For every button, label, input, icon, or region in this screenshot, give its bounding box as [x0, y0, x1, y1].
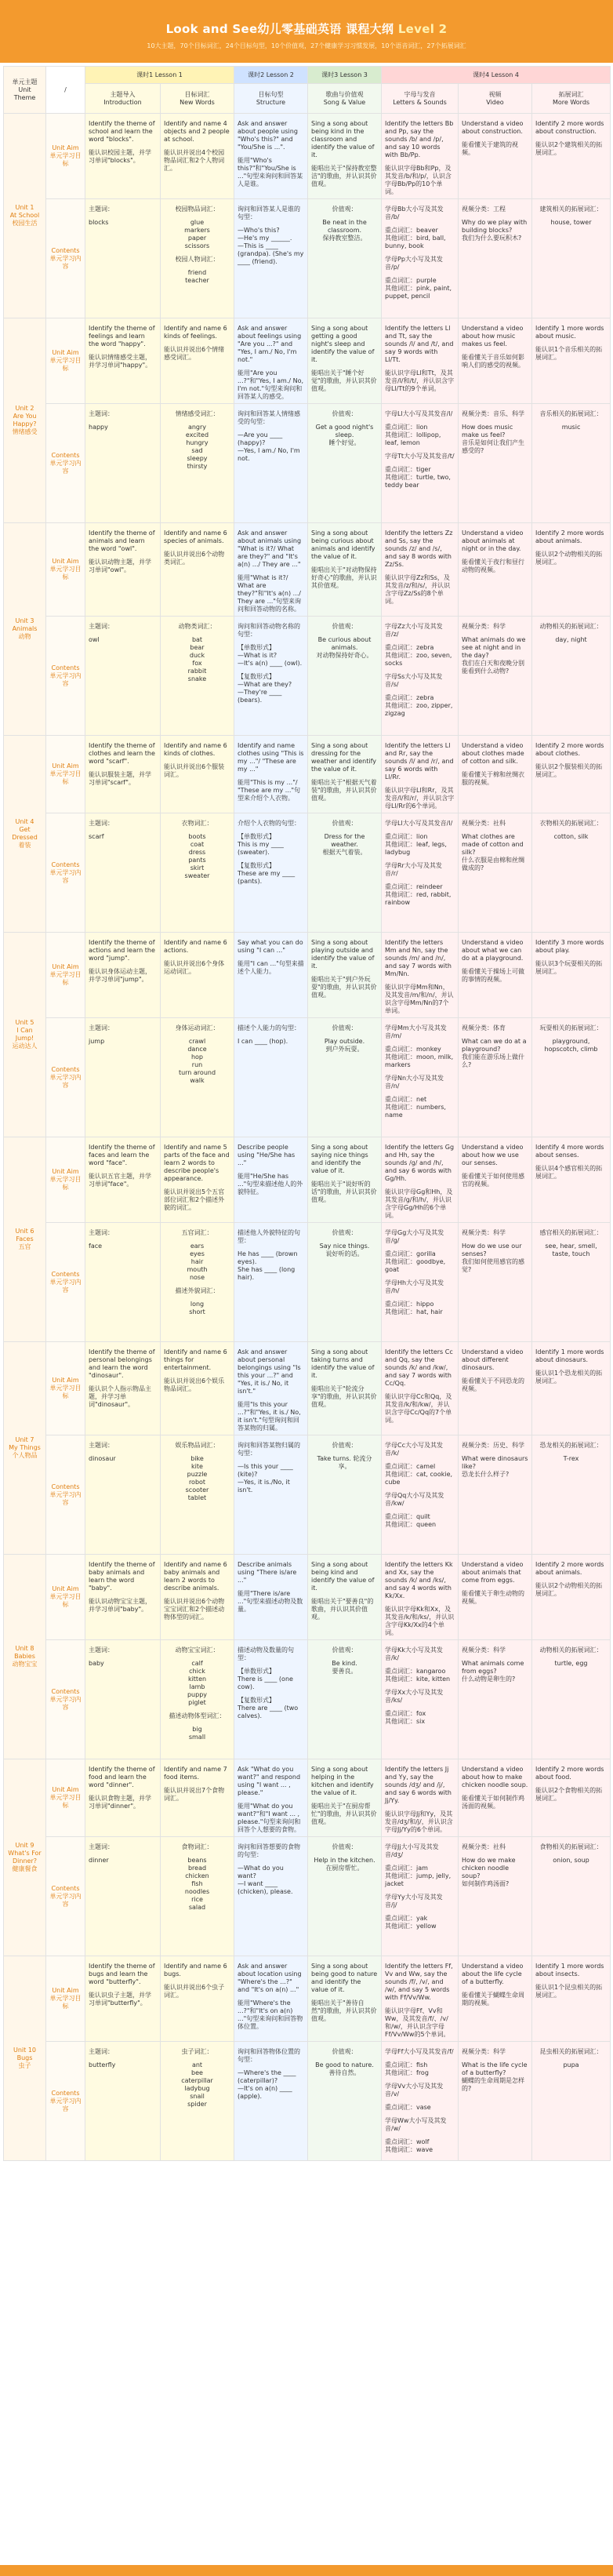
col-letters-sounds: 字母与发音 Letters & Sounds	[382, 84, 459, 114]
unit-contents-label: Contents 单元学习内容	[46, 1223, 85, 1342]
cell-new-words: Identify and name 6 kinds of feelings. 能认识并说出6个情绪感受词汇。	[161, 318, 234, 404]
cell-new-words: Identify and name 6 kinds of clothes. 能认识并说出6个服装词汇。	[161, 736, 234, 813]
cell-letters-sounds: 学母Cc大小写及其发音/k/ 重点词汇：camel 其他词汇：cat, cookie, cube 学母Qq大小写及其发音/kw/ 重点词汇：quilt 其他词汇：queen	[382, 1435, 459, 1555]
unit-6-label: Unit 6 Faces 五官	[4, 1137, 46, 1342]
cell-letters-sounds: 学母Bb大小写及其发音/b/ 重点词汇：beaver 其他词汇：bird, ball, bunny, book 学母Pp大小写及其发音/p/ 重点词汇：purple 其他词汇：pink, paint, puppet, pencil	[382, 199, 459, 318]
unit-2-contents-row	[4, 404, 611, 523]
cell-more-words: 动物相关的拓展词汇： day, night	[532, 617, 611, 736]
column-header-row	[4, 84, 611, 114]
cell-more-words: Identify 2 more words about animals. 能认识2个动物相关的拓展词汇。	[532, 523, 611, 617]
units-body	[4, 114, 611, 2161]
col-video: 视频 Video	[459, 84, 532, 114]
unit-6-aim-row	[4, 1137, 611, 1223]
cell-video: 视频分类：科学 How do we use our senses? 我们如何使用感官的感觉?	[459, 1223, 532, 1342]
cell-song-value: 价值观： Take turns. 轮流分享。	[308, 1435, 382, 1555]
unit-8-label: Unit 8 Babies 动物宝宝	[4, 1555, 46, 1759]
cell-letters-sounds: Identify the letters Bb and Pp, say the sounds /b/ and /p/, and say 10 words with Bb/Pp. 能认识字母Bb和Pp，及其发音/b/和/p/，认识含字母Bb/Pp的10个单词。	[382, 114, 459, 199]
cell-video: Understand a video about what we can do at a playground. 能看懂关于操场上可做的事情的视频。	[459, 933, 532, 1018]
cell-new-words: 虫子词汇： ant bee caterpillar ladybug snail spider	[161, 2042, 234, 2161]
unit-aim-label: Unit Aim 单元学习目标	[46, 1555, 85, 1640]
cell-letters-sounds: Identify the letters Ll and Tt, say the sounds /l/ and /t/, and say 9 words with Ll/Tt. 能认识字母Ll和Tt，及其发音/l/和/t/，并认识含字母Ll/Tt的9个单词。	[382, 318, 459, 404]
cell-video: Understand a video about how music makes us feel. 能看懂关于音乐如何影响人们的感受的视频。	[459, 318, 532, 404]
unit-aim-label: Unit Aim 单元学习目标	[46, 1137, 85, 1223]
cell-introduction: Identify the theme of faces and learn the word "face". 能认识五官主题，并学习单词"face"。	[85, 1137, 161, 1223]
cell-new-words: 动物宝宝词汇： calf chick kitten lamb puppy piglet 描述动物体型词汇： big small	[161, 1640, 234, 1759]
unit-1-aim-row	[4, 114, 611, 199]
unit-contents-label: Contents 单元学习内容	[46, 199, 85, 318]
unit-theme-header: 单元主题 Unit Theme	[4, 67, 46, 114]
syllabus-table	[3, 66, 611, 2161]
page-subtitle: 10大主题，70个目标词汇，24个目标句型，10个价值观，27个健康学习习惯发展，10个语音词汇，27个拓展词汇	[147, 42, 466, 49]
cell-more-words: 动物相关的拓展词汇： turtle, egg	[532, 1640, 611, 1759]
footer-bar	[0, 2565, 613, 2576]
cell-song-value: Sing a song about being good to nature and identify the value of it. 能唱出关于"善待自然"的歌曲，并认识其价值观。	[308, 1956, 382, 2042]
col-new-words: 目标词汇 New Words	[161, 84, 234, 114]
cell-more-words: Identify 3 more words about play. 能认识3个玩耍相关的拓展词汇。	[532, 933, 611, 1018]
cell-song-value: 价值观： Be neat in the classroom. 保持教室整洁。	[308, 199, 382, 318]
col-more-words: 拓展词汇 More Words	[532, 84, 611, 114]
unit-9-aim-row	[4, 1759, 611, 1837]
cell-new-words: Identify and name 6 actions. 能认识并说出6个身体运动词汇。	[161, 933, 234, 1018]
cell-song-value: Sing a song about saying nice things and identify the value of it. 能唱出关于"说好听的话"的歌曲，并认识其价值观。	[308, 1137, 382, 1223]
cell-letters-sounds: 学母Jj大小写及其发音/dʒ/ 重点词汇：jam 其他词汇：jump, jelly, jacket 学母Yy大小写及其发音/j/ 重点词汇：yak 其他词汇：yellow	[382, 1837, 459, 1956]
unit-3-label: Unit 3 Animals 动物	[4, 523, 46, 736]
unit-2-label: Unit 2 Are You Happy? 情绪感受	[4, 318, 46, 523]
cell-letters-sounds: Identify the letters Ff, Vv and Ww, say the sounds /f/, /v/, and /w/, and say 5 words with Ff/Vv/Ww. 能认识字母Ff、Vv和Ww，及其发音/f/、/v/和/w/，并认识含字母Ff/Vv/Ww的5个单词。	[382, 1956, 459, 2042]
unit-10-contents-row	[4, 2042, 611, 2161]
cell-video: Understand a video about animals at night or in the day. 能看懂关于夜行和昼行动物的视频。	[459, 523, 532, 617]
cell-structure: Describe animals using "There is/are ..." 能用"There is/are ..."句型来描述动物及数量。	[234, 1555, 308, 1640]
cell-introduction: Identify the theme of feelings and learn the word "happy". 能认识情绪感受主题，并学习单词"happy"。	[85, 318, 161, 404]
cell-more-words: 食物相关的拓展词汇： onion, soup	[532, 1837, 611, 1956]
cell-new-words: 校园物品词汇： glue markers paper scissors 校园人物词汇： friend teacher	[161, 199, 234, 318]
cell-song-value: 价值观： Get a good night's sleep. 睡个好觉。	[308, 404, 382, 523]
cell-more-words: 音乐相关的拓展词汇： music	[532, 404, 611, 523]
cell-new-words: 衣物词汇： boots coat dress pants skirt sweater	[161, 813, 234, 933]
cell-structure: Ask and answer about personal belongings using "Is this your ...?" and "Yes, it is./ No, it isn't." 能用"Is this your ...?"和"Yes, it is./ No, it isn't."句型询问和回答某物的归属。	[234, 1342, 308, 1435]
cell-song-value: 价值观： Help in the kitchen. 在厨房帮忙。	[308, 1837, 382, 1956]
cell-introduction: 主题词： dinosaur	[85, 1435, 161, 1555]
cell-structure: Ask "What do you want?" and respond using "I want ... , please." 能用"What do you want?"和"I want ... , please."句型来询问和回答个人想要的食物。	[234, 1759, 308, 1837]
unit-aim-label: Unit Aim 单元学习目标	[46, 1759, 85, 1837]
cell-song-value: Sing a song about being curious about animals and identify the value of it. 能唱出关于"对动物保持好奇心"的歌曲，并认识其价值观。	[308, 523, 382, 617]
unit-5-label: Unit 5 I Can Jump! 运动达人	[4, 933, 46, 1137]
unit-3-contents-row	[4, 617, 611, 736]
page-title	[0, 0, 613, 37]
unit-contents-label: Contents 单元学习内容	[46, 1640, 85, 1759]
cell-video: 视频分类：科学 What is the life cycle of a butterfly? 蝴蝶的生命周期是怎样的?	[459, 2042, 532, 2161]
unit-aim-label: Unit Aim 单元学习目标	[46, 736, 85, 813]
cell-introduction: Identify the theme of personal belongings and learn the word "dinosaur". 能认识个人指示物品主题，并学习单词"dinosaur"。	[85, 1342, 161, 1435]
cell-letters-sounds: Identify the letters Cc and Qq, say the sounds /k/ and /kw/, and say 7 words with Cc/Qq. 能认识字母Cc和Qq，及其发音/k/和/kw/，并认识含字母Cc/Qq的7个单词。	[382, 1342, 459, 1435]
cell-video: 视频分类：科学 What animals come from eggs? 什么动物是卵生的?	[459, 1640, 532, 1759]
unit-contents-label: Contents 单元学习内容	[46, 617, 85, 736]
cell-video: Understand a video about how we use our senses. 能看懂关于如何使用感官的视频。	[459, 1137, 532, 1223]
cell-structure: Ask and answer about people using "Who's this?" and "You/She is ...". 能用"Who's this?"和"You/She is ..."句型来询问和回答某人是谁。	[234, 114, 308, 199]
cell-structure: Ask and answer about feelings using "Are you ...?" and "Yes, I am./ No, I'm not." 能用"Are you ...?"和"Yes, I am./ No, I'm not."句型来询问和回答某人的感受。	[234, 318, 308, 404]
cell-new-words: 娱乐物品词汇： bike kite puzzle robot scooter tablet	[161, 1435, 234, 1555]
cell-more-words: Identify 2 more words about food. 能认识2个食物相关的拓展词汇。	[532, 1759, 611, 1837]
cell-video: Understand a video about clothes made of cotton and silk. 能看懂关于棉和丝绸衣服的视频。	[459, 736, 532, 813]
unit-6-contents-row	[4, 1223, 611, 1342]
cell-letters-sounds: Identify the letters Gg and Hh, say the sounds /g/ and /h/, and say 6 words with Gg/Hh. 能认识字母Gg和Hh，及其发音/g/和/h/，并认识含字母Gg/Hh的6个单词。	[382, 1137, 459, 1223]
cell-song-value: Sing a song about dressing for the weather and identify the value of it. 能唱出关于"根据天气着装"的歌曲，并认识其价值观。	[308, 736, 382, 813]
syllabus-sheet	[3, 66, 610, 2161]
cell-video: Understand a video about different dinosaurs. 能看懂关于不同恐龙的视频。	[459, 1342, 532, 1435]
unit-contents-label: Contents 单元学习内容	[46, 1018, 85, 1137]
cell-new-words: Identify and name 6 species of animals. 能认识并说出6个动物类词汇。	[161, 523, 234, 617]
unit-aim-label: Unit Aim 单元学习目标	[46, 1342, 85, 1435]
cell-new-words: Identify and name 6 bugs. 能认识并说出6个虫子词汇。	[161, 1956, 234, 2042]
unit-10-aim-row	[4, 1956, 611, 2042]
cell-song-value: Sing a song about helping in the kitchen and identify the value of it. 能唱出关于"在厨房帮忙"的歌曲，并认识其价值观。	[308, 1759, 382, 1837]
cell-structure: Ask and answer about animals using "What is it?/ What are they?" and "It's a(n) .../ They are ..." 能用"What is it?/ What are they?"和"It's a(n) .../ They are ..."句型来询问和回答动物的名称。	[234, 523, 308, 617]
unit-aim-label: Unit Aim 单元学习目标	[46, 1956, 85, 2042]
cell-new-words: Identify and name 4 objects and 2 people at school. 能认识并说出4个校园物品词汇和2个人物词汇。	[161, 114, 234, 199]
unit-1-contents-row	[4, 199, 611, 318]
cell-video: 视频分类：音乐、科学 How does music make us feel? 音乐是如何让我们产生感受的?	[459, 404, 532, 523]
unit-aim-label: Unit Aim 单元学习目标	[46, 933, 85, 1018]
cell-new-words: Identify and name 6 things for entertainment. 能认识并说出6个娱乐物品词汇。	[161, 1342, 234, 1435]
cell-introduction: 主题词： owl	[85, 617, 161, 736]
unit-5-aim-row	[4, 933, 611, 1018]
cell-more-words: 衣物相关的拓展词汇： cotton, silk	[532, 813, 611, 933]
unit-4-aim-row	[4, 736, 611, 813]
cell-letters-sounds: 学母Mm大小写及其发音/m/ 重点词汇：monkey 其他词汇：moon, milk, markers 学母Nn大小写及其发音/n/ 重点词汇：net 其他词汇：numbers, name	[382, 1018, 459, 1137]
cell-introduction: 主题词： jump	[85, 1018, 161, 1137]
cell-structure: 描述他人外貌特征的句型： He has ____ (brown eyes). She has ____ (long hair).	[234, 1223, 308, 1342]
cell-song-value: 价值观： Say nice things. 说好听的话。	[308, 1223, 382, 1342]
cell-more-words: 玩耍相关的拓展词汇： playground, hopscotch, climb	[532, 1018, 611, 1137]
cell-introduction: 主题词： butterfly	[85, 2042, 161, 2161]
cell-more-words: Identify 4 more words about senses. 能认识4个感官相关的拓展词汇。	[532, 1137, 611, 1223]
unit-3-aim-row	[4, 523, 611, 617]
unit-2-aim-row	[4, 318, 611, 404]
lesson-2-header: 课时2 Lesson 2	[234, 67, 308, 84]
cell-introduction: 主题词： dinner	[85, 1837, 161, 1956]
cell-structure: 询问和回答想要的食物的句型： —What do you want? —I want ____ (chicken), please.	[234, 1837, 308, 1956]
cell-structure: 询问和回答某人情绪感受的句型： —Are you ____ (happy)? —Yes, I am./ No, I'm not.	[234, 404, 308, 523]
cell-letters-sounds: 学母Kk大小写及其发音/k/ 重点词汇：kangaroo 其他词汇：kite, kitten 学母Xx大小写及其发音/ks/ 重点词汇：fox 其他词汇：six	[382, 1640, 459, 1759]
unit-aim-label: Unit Aim 单元学习目标	[46, 523, 85, 617]
slash-header: /	[46, 67, 85, 114]
unit-10-label: Unit 10 Bugs 虫子	[4, 1956, 46, 2161]
cell-song-value: 价值观： Be curious about animals. 对动物保持好奇心。	[308, 617, 382, 736]
cell-more-words: Identify 1 more words about music. 能认识1个音乐相关的拓展词汇。	[532, 318, 611, 404]
cell-letters-sounds: 字母Zz大小写及其发音/z/ 重点词汇：zebra 其他词汇：zoo, seven, socks 字母Ss大小写及其发音/s/ 重点词汇：zebra 其他词汇：zoo, zipper, zigzag	[382, 617, 459, 736]
cell-more-words: Identify 2 more words about clothes. 能认识2个服装相关的拓展词汇。	[532, 736, 611, 813]
cell-song-value: 价值观： Be kind. 要善良。	[308, 1640, 382, 1759]
cell-video: Understand a video about construction. 能看懂关于建筑的视频。	[459, 114, 532, 199]
cell-video: 视频分类：社科 How do we make chicken noodle soup? 如何制作鸡汤面?	[459, 1837, 532, 1956]
cell-more-words: 感官相关的拓展词汇： see, hear, smell, taste, touch	[532, 1223, 611, 1342]
cell-letters-sounds: 学母Gg大小写及其发音/g/ 重点词汇：gorilla 其他词汇：goodbye, goat 学母Hh大小写及其发音/h/ 重点词汇：hippo 其他词汇：hat, hair	[382, 1223, 459, 1342]
cell-structure: 描述个人能力的句型： I can ____ (hop).	[234, 1018, 308, 1137]
cell-new-words: 动物类词汇： bat bear duck fox rabbit snake	[161, 617, 234, 736]
cell-song-value: 价值观： Dress for the weather. 根据天气着装。	[308, 813, 382, 933]
cell-introduction: Identify the theme of actions and learn the word "jump". 能认识身体运动主题，并学习单词"jump"。	[85, 933, 161, 1018]
col-structure: 目标句型 Structure	[234, 84, 308, 114]
unit-8-contents-row	[4, 1640, 611, 1759]
cell-song-value: Sing a song about being kind and identify the value of it. 能唱出关于"要善良"的歌曲，并认识其价值观。	[308, 1555, 382, 1640]
cell-more-words: Identify 1 more words about dinosaurs. 能认识1个恐龙相关的拓展词汇。	[532, 1342, 611, 1435]
cell-introduction: Identify the theme of clothes and learn the word "scarf". 能认识服装主题，并学习单词"scarf"。	[85, 736, 161, 813]
lesson-4-header: 课时4 Lesson 4	[382, 67, 611, 84]
unit-contents-label: Contents 单元学习内容	[46, 1837, 85, 1956]
cell-letters-sounds: Identify the letters Zz and Ss, say the sounds /z/ and /s/, and say 8 words with Zz/Ss. 能认识字母Zz和Ss，及其发音/z/和/s/，并认识含字母Zz/Ss的8个单词。	[382, 523, 459, 617]
cell-video: Understand a video about how to make chicken noodle soup. 能看懂关于如何制作鸡汤面的视频。	[459, 1759, 532, 1837]
cell-introduction: 主题词： blocks	[85, 199, 161, 318]
cell-more-words: Identify 1 more words about insects. 能认识1个昆虫相关的拓展词汇。	[532, 1956, 611, 2042]
cell-video: 视频分类：社科 What clothes are made of cotton and silk? 什么衣服是由棉和丝绸做成的?	[459, 813, 532, 933]
unit-4-label: Unit 4 Get Dressed 着装	[4, 736, 46, 933]
cell-new-words: Identify and name 7 food items. 能认识并说出7个食物词汇。	[161, 1759, 234, 1837]
cell-song-value: Sing a song about being kind in the classroom and identify the value of it. 能唱出关于"保持教室整洁"的歌曲，并认识其价值观。	[308, 114, 382, 199]
cell-introduction: 主题词： happy	[85, 404, 161, 523]
cell-song-value: Sing a song about taking turns and identify the value of it. 能唱出关于"轮流分享"的歌曲，并认识其价值观。	[308, 1342, 382, 1435]
cell-letters-sounds: 字母Ll大小写及其发音/l/ 重点词汇：lion 其他词汇：lollipop, leaf, lemon 字母Tt大小写及其发音/t/ 重点词汇：tiger 其他词汇：turtle, two, teddy bear	[382, 404, 459, 523]
cell-more-words: Identify 2 more words about animals. 能认识2个动物相关的拓展词汇。	[532, 1555, 611, 1640]
lesson-3-header: 课时3 Lesson 3	[308, 67, 382, 84]
cell-more-words: 昆虫相关的拓展词汇： pupa	[532, 2042, 611, 2161]
cell-introduction: Identify the theme of food and learn the word "dinner". 能认识食物主题，并学习单词"dinner"。	[85, 1759, 161, 1837]
cell-video: 视频分类：历史、科学 What were dinosaurs like? 恐龙长什么样子?	[459, 1435, 532, 1555]
cell-introduction: Identify the theme of animals and learn the word "owl". 能认识动物主题，并学习单词"owl"。	[85, 523, 161, 617]
unit-9-label: Unit 9 What's For Dinner? 健康餐食	[4, 1759, 46, 1956]
cell-video: Understand a video about the life cycle of a butterfly. 能看懂关于蝴蝶生命周期的视频。	[459, 1956, 532, 2042]
cell-more-words: 建筑相关的拓展词汇： house, tower	[532, 199, 611, 318]
unit-9-contents-row	[4, 1837, 611, 1956]
unit-contents-label: Contents 单元学习内容	[46, 813, 85, 933]
cell-new-words: 身体运动词汇： crawl dance hop run turn around walk	[161, 1018, 234, 1137]
unit-7-label: Unit 7 My Things 个人物品	[4, 1342, 46, 1555]
cell-letters-sounds: Identify the letters Ll and Rr, say the sounds /l/ and /r/, and say 6 words with Ll/Rr. 能认识字母Ll和Rr，及其发音/l/和/r/，并认识含字母Ll/Rr的6个单词。	[382, 736, 459, 813]
col-introduction: 主题导入 Introduction	[85, 84, 161, 114]
cell-video: 视频分类：工程 Why do we play with building blocks? 我们为什么要玩积木?	[459, 199, 532, 318]
cell-video: 视频分类：科学 What animals do we see at night and in the day? 我们在白天和夜晚分别能看到什么动物?	[459, 617, 532, 736]
unit-contents-label: Contents 单元学习内容	[46, 1435, 85, 1555]
cell-new-words: 五官词汇： ears eyes hair mouth nose 描述外貌词汇： long short	[161, 1223, 234, 1342]
unit-contents-label: Contents 单元学习内容	[46, 2042, 85, 2161]
lesson-1-header: 课时1 Lesson 1	[85, 67, 234, 84]
cell-structure: 询问和回答物体位置的句型： —Where's the ____ (caterpillar)? —It's on a(n) ____ (apple).	[234, 2042, 308, 2161]
cell-song-value: Sing a song about getting a good night's sleep and identify the value of it. 能唱出关于"睡个好觉"的歌曲，并认识其价值观。	[308, 318, 382, 404]
cell-structure: 介绍个人衣物的句型： 【单数形式】 This is my ____ (sweater). 【复数形式】 These are my ____ (pants).	[234, 813, 308, 933]
unit-7-aim-row	[4, 1342, 611, 1435]
cell-introduction: 主题词： baby	[85, 1640, 161, 1759]
cell-structure: 询问和回答某物归属的句型： —Is this your ____ (kite)? —Yes, it is./No, it isn't.	[234, 1435, 308, 1555]
unit-1-label: Unit 1 At School 校园生活	[4, 114, 46, 318]
cell-introduction: Identify the theme of baby animals and learn the word "baby". 能认识动物宝宝主题，并学习单词"baby"。	[85, 1555, 161, 1640]
cell-song-value: 价值观： Be good to nature. 善待自然。	[308, 2042, 382, 2161]
cell-new-words: 食物词汇： beans bread chicken fish noodles rice salad	[161, 1837, 234, 1956]
cell-introduction: Identify the theme of school and learn the word "blocks". 能认识校园主题，并学习单词"blocks"。	[85, 114, 161, 199]
cell-letters-sounds: 学母Ff大小写及其发音/f/ 重点词汇：fish 其他词汇：frog 学母Vv大小写及其发音/v/ 重点词汇：vase 学母Ww大小写及其发音/w/ 重点词汇：wolf 其他词汇：wave	[382, 2042, 459, 2161]
cell-introduction: 主题词： scarf	[85, 813, 161, 933]
cell-song-value: Sing a song about playing outside and identify the value of it. 能唱出关于"到户外玩耍"的歌曲，并认识其价值观。	[308, 933, 382, 1018]
cell-letters-sounds: Identify the letters Mm and Nn, say the sounds /m/ and /n/, and say 7 words with Mm/Nn. 能认识字母Mm和Nn，及其发音/m/和/n/，并认识含字母Mm/Nn的7个单词。	[382, 933, 459, 1018]
unit-7-contents-row	[4, 1435, 611, 1555]
header-banner	[0, 0, 613, 63]
cell-letters-sounds: 学母Ll大小写及其发音/l/ 重点词汇：lion 其他词汇：leaf, legs, ladybug 学母Rr大小写及其发音/r/ 重点词汇：reindeer 其他词汇：red, rabbit, rainbow	[382, 813, 459, 933]
unit-aim-label: Unit Aim 单元学习目标	[46, 114, 85, 199]
cell-structure: 询问和回答动物名称的句型： 【单数形式】 —What is it? —It's a(n) ____ (owl). 【复数形式】 —What are they? —They're ____ (bears).	[234, 617, 308, 736]
cell-new-words: Identify and name 6 baby animals and learn 2 words to describe animals. 能认识并说出6个动物宝宝词汇和2个描述动物体型的词汇。	[161, 1555, 234, 1640]
unit-8-aim-row	[4, 1555, 611, 1640]
title-level: Level 2	[397, 22, 448, 36]
cell-more-words: Identify 2 more words about construction. 能认识2个建筑相关的拓展词汇。	[532, 114, 611, 199]
cell-structure: 询问和回答某人是谁的句型： —Who's this? —He's my ______. —This is ____ (grandpa). (She's my ____ (friend).	[234, 199, 308, 318]
cell-video: Understand a video about animals that come from eggs. 能看懂关于卵生动物的视频。	[459, 1555, 532, 1640]
title-main: Look and See幼儿零基础英语 课程大纲	[165, 22, 398, 36]
cell-structure: Identify and name clothes using "This is my ..."/ "These are my ..." 能用"This is my ..."/ "These are my ..."句型来介绍个人衣物。	[234, 736, 308, 813]
unit-aim-label: Unit Aim 单元学习目标	[46, 318, 85, 404]
cell-new-words: Identify and name 5 parts of the face and learn 2 words to describe people's appearance. 能认识并说出5个五官部位词汇和2个描述外貌的词汇。	[161, 1137, 234, 1223]
cell-letters-sounds: Identify the letters Kk and Xx, say the sounds /k/ and /ks/, and say 4 words with Kk/Xx. 能认识字母Kk和Xx，及其发音/k/和/ks/，并认识含字母Kk/Xx的4个单词。	[382, 1555, 459, 1640]
cell-letters-sounds: Identify the letters Jj and Yy, say the sounds /dʒ/ and /j/, and say 6 words with Jj/Yy. 能认识字母Jj和Yy，及其发音/dʒ/和/j/，并认识含字母Jj/Yy的6个单词。	[382, 1759, 459, 1837]
unit-contents-label: Contents 单元学习内容	[46, 404, 85, 523]
cell-new-words: 情绪感受词汇： angry excited hungry sad sleepy thirsty	[161, 404, 234, 523]
cell-structure: Ask and answer about location using "Where's the ...?" and "It's on a(n) ..." 能用"Where's the ...?"和"It's on a(n) ..."句型来询问和回答物体位置。	[234, 1956, 308, 2042]
cell-video: 视频分类：体育 What can we do at a playground? 我们能在游乐场上做什么?	[459, 1018, 532, 1137]
unit-5-contents-row	[4, 1018, 611, 1137]
unit-4-contents-row	[4, 813, 611, 933]
cell-structure: Say what you can do using "I can ..." 能用"I can ..."句型来描述个人能力。	[234, 933, 308, 1018]
col-song-value: 歌曲与价值观 Song & Value	[308, 84, 382, 114]
cell-song-value: 价值观： Play outside. 到户外玩耍。	[308, 1018, 382, 1137]
cell-introduction: 主题词： face	[85, 1223, 161, 1342]
cell-structure: Describe people using "He/She has ..." 能用"He/She has ..."句型来描述他人的外貌特征。	[234, 1137, 308, 1223]
cell-introduction: Identify the theme of bugs and learn the word "butterfly". 能认识虫子主题，并学习单词"butterfly"。	[85, 1956, 161, 2042]
cell-more-words: 恐龙相关的拓展词汇： T-rex	[532, 1435, 611, 1555]
lesson-header-row	[4, 67, 611, 84]
cell-structure: 描述动物及数量的句型： 【单数形式】 There is ____ (one cow). 【复数形式】 There are ____ (two calves).	[234, 1640, 308, 1759]
